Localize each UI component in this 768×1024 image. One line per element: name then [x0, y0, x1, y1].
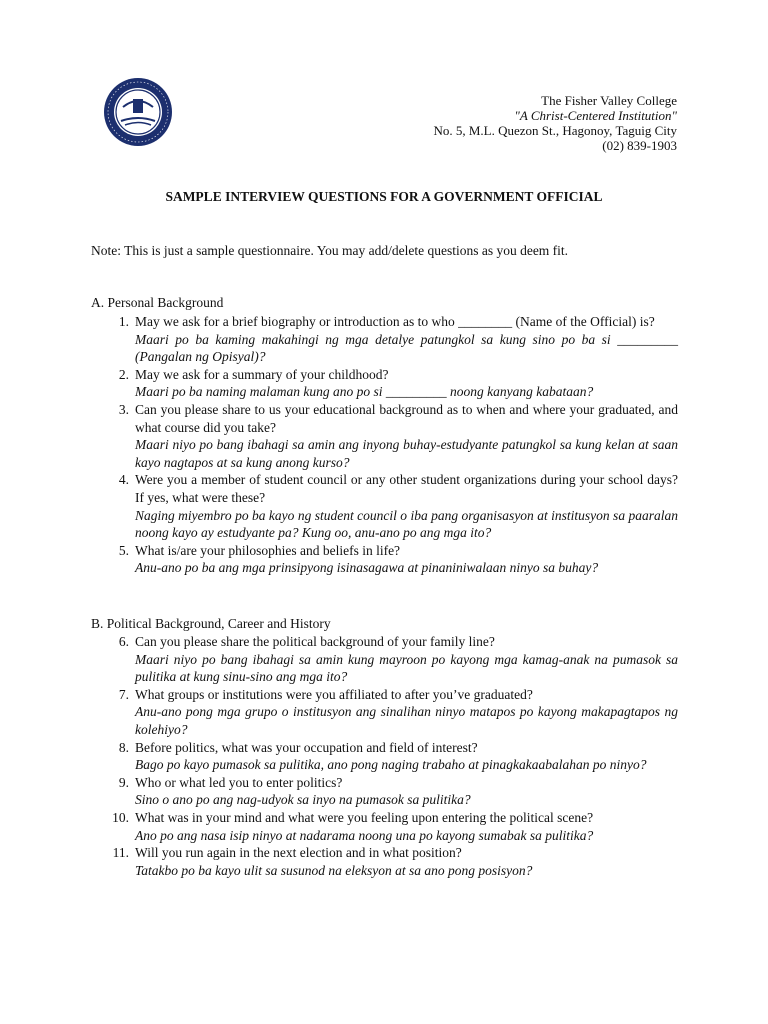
question-number: 4. [118, 472, 129, 488]
question-item [91, 633, 678, 686]
question-number: 1. [118, 314, 129, 329]
question-list-political [91, 633, 678, 879]
question-body [135, 774, 678, 809]
question-item [91, 471, 678, 541]
question-item [91, 366, 678, 401]
question-english: What is/are your philosophies and beliefs in life? [135, 542, 401, 558]
question-number: 8. [118, 739, 129, 755]
question-body [135, 686, 678, 739]
question-list-personal [91, 313, 678, 577]
question-number: 10. [112, 809, 129, 825]
question-english: What was in your mind and what were you feeling upon entering the political scene? [135, 809, 594, 825]
college-seal-logo [103, 77, 173, 147]
question-english: Were you a member of student council or any other student organizations during your school days? If yes, what were these? [135, 472, 678, 505]
question-english: Will you run again in the next election and in what position? [135, 845, 462, 861]
question-english: Can you please share to us your educational background as to when and where your graduated, and what course did you take? [135, 401, 678, 435]
question-item [91, 739, 678, 774]
question-number: 9. [118, 774, 129, 790]
question-tagalog: Bago po kayo pumasok sa pulitika, ano pong naging trabaho at pinagkakaabalahan po ninyo? [135, 757, 647, 773]
question-item [91, 809, 678, 844]
question-english: Who or what led you to enter politics? [135, 774, 343, 790]
question-body [135, 844, 678, 879]
question-item [91, 774, 678, 809]
question-number: 11. [112, 845, 129, 861]
document-note: Note: This is just a sample questionnaire. You may add/delete questions as you deem fit. [91, 243, 569, 258]
question-tagalog: Naging miyembro po ba kayo ng student council o iba pang organisasyon at institusyon sa paaralan noong kayo ay estudyante pa? Kung oo, anu-ano po ang mga ito? [135, 507, 678, 541]
document-title: SAMPLE INTERVIEW QUESTIONS FOR A GOVERNMENT OFFICIAL [165, 189, 603, 204]
question-tagalog: Sino o ano po ang nag-udyok sa inyo na pumasok sa pulitika? [135, 792, 471, 808]
question-body [135, 633, 678, 686]
question-tagalog: Maari niyo po bang ibahagi sa amin ang inyong buhay-estudyante patungkol sa kung kelan at saan kayo nagtapos at sa kung anong kurso? [135, 437, 678, 470]
question-tagalog: Tatakbo po ba kayo ulit sa susunod na eleksyon at sa ano pong posisyon? [135, 862, 533, 878]
institution-motto: "A Christ-Centered Institution" [514, 108, 677, 123]
question-item [91, 686, 678, 739]
question-body [135, 809, 678, 844]
question-tagalog: Anu-ano po ba ang mga prinsipyong isinasagawa at pinaniniwalaan ninyo sa buhay? [135, 560, 599, 576]
question-body [135, 366, 678, 401]
question-number: 6. [118, 634, 129, 649]
question-number: 2. [118, 366, 129, 382]
question-number: 7. [118, 686, 129, 702]
question-body [135, 471, 678, 541]
question-english: Before politics, what was your occupation and field of interest? [135, 739, 478, 755]
question-tagalog: Maari niyo po bang ibahagi sa amin kung mayroon po kayong mga kamag-anak na pumasok sa pulitika at kung sinu-sino ang mga ito? [135, 651, 678, 685]
question-tagalog: Ano po ang nasa isip ninyo at nadarama noong una po kayong sumabak sa pulitika? [135, 827, 594, 843]
letterhead [433, 93, 677, 153]
section-heading-personal: A. Personal Background [91, 295, 224, 310]
question-item [91, 401, 678, 471]
question-english: Can you please share the political background of your family line? [135, 634, 495, 649]
institution-address: No. 5, M.L. Quezon St., Hagonoy, Taguig City [433, 123, 677, 138]
question-tagalog: Maari po ba kaming makahingi ng mga detalye patungkol sa kung sino po ba si _________ (Pangalan ng Opisyal)? [135, 331, 678, 365]
question-number: 5. [118, 542, 129, 558]
question-tagalog: Maari po ba naming malaman kung ano po si _________ noong kanyang kabataan? [135, 384, 594, 400]
question-body [135, 542, 678, 577]
question-body [135, 313, 678, 366]
question-english: May we ask for a brief biography or introduction as to who ________ (Name of the Official) is? [135, 314, 655, 329]
question-number: 3. [118, 401, 129, 417]
question-item [91, 844, 678, 879]
question-item [91, 313, 678, 366]
question-body [135, 401, 678, 471]
section-heading-political: B. Political Background, Career and History [91, 616, 331, 631]
question-item [91, 542, 678, 577]
institution-name: The Fisher Valley College [541, 93, 677, 108]
question-body [135, 739, 678, 774]
question-english: What groups or institutions were you affiliated to after you’ve graduated? [135, 686, 533, 702]
institution-phone: (02) 839-1903 [602, 138, 677, 153]
question-english: May we ask for a summary of your childhood? [135, 366, 389, 382]
question-tagalog: Anu-ano pong mga grupo o institusyon ang sinalihan ninyo matapos po kayong makapagtapos ng kolehiyo? [135, 704, 678, 737]
